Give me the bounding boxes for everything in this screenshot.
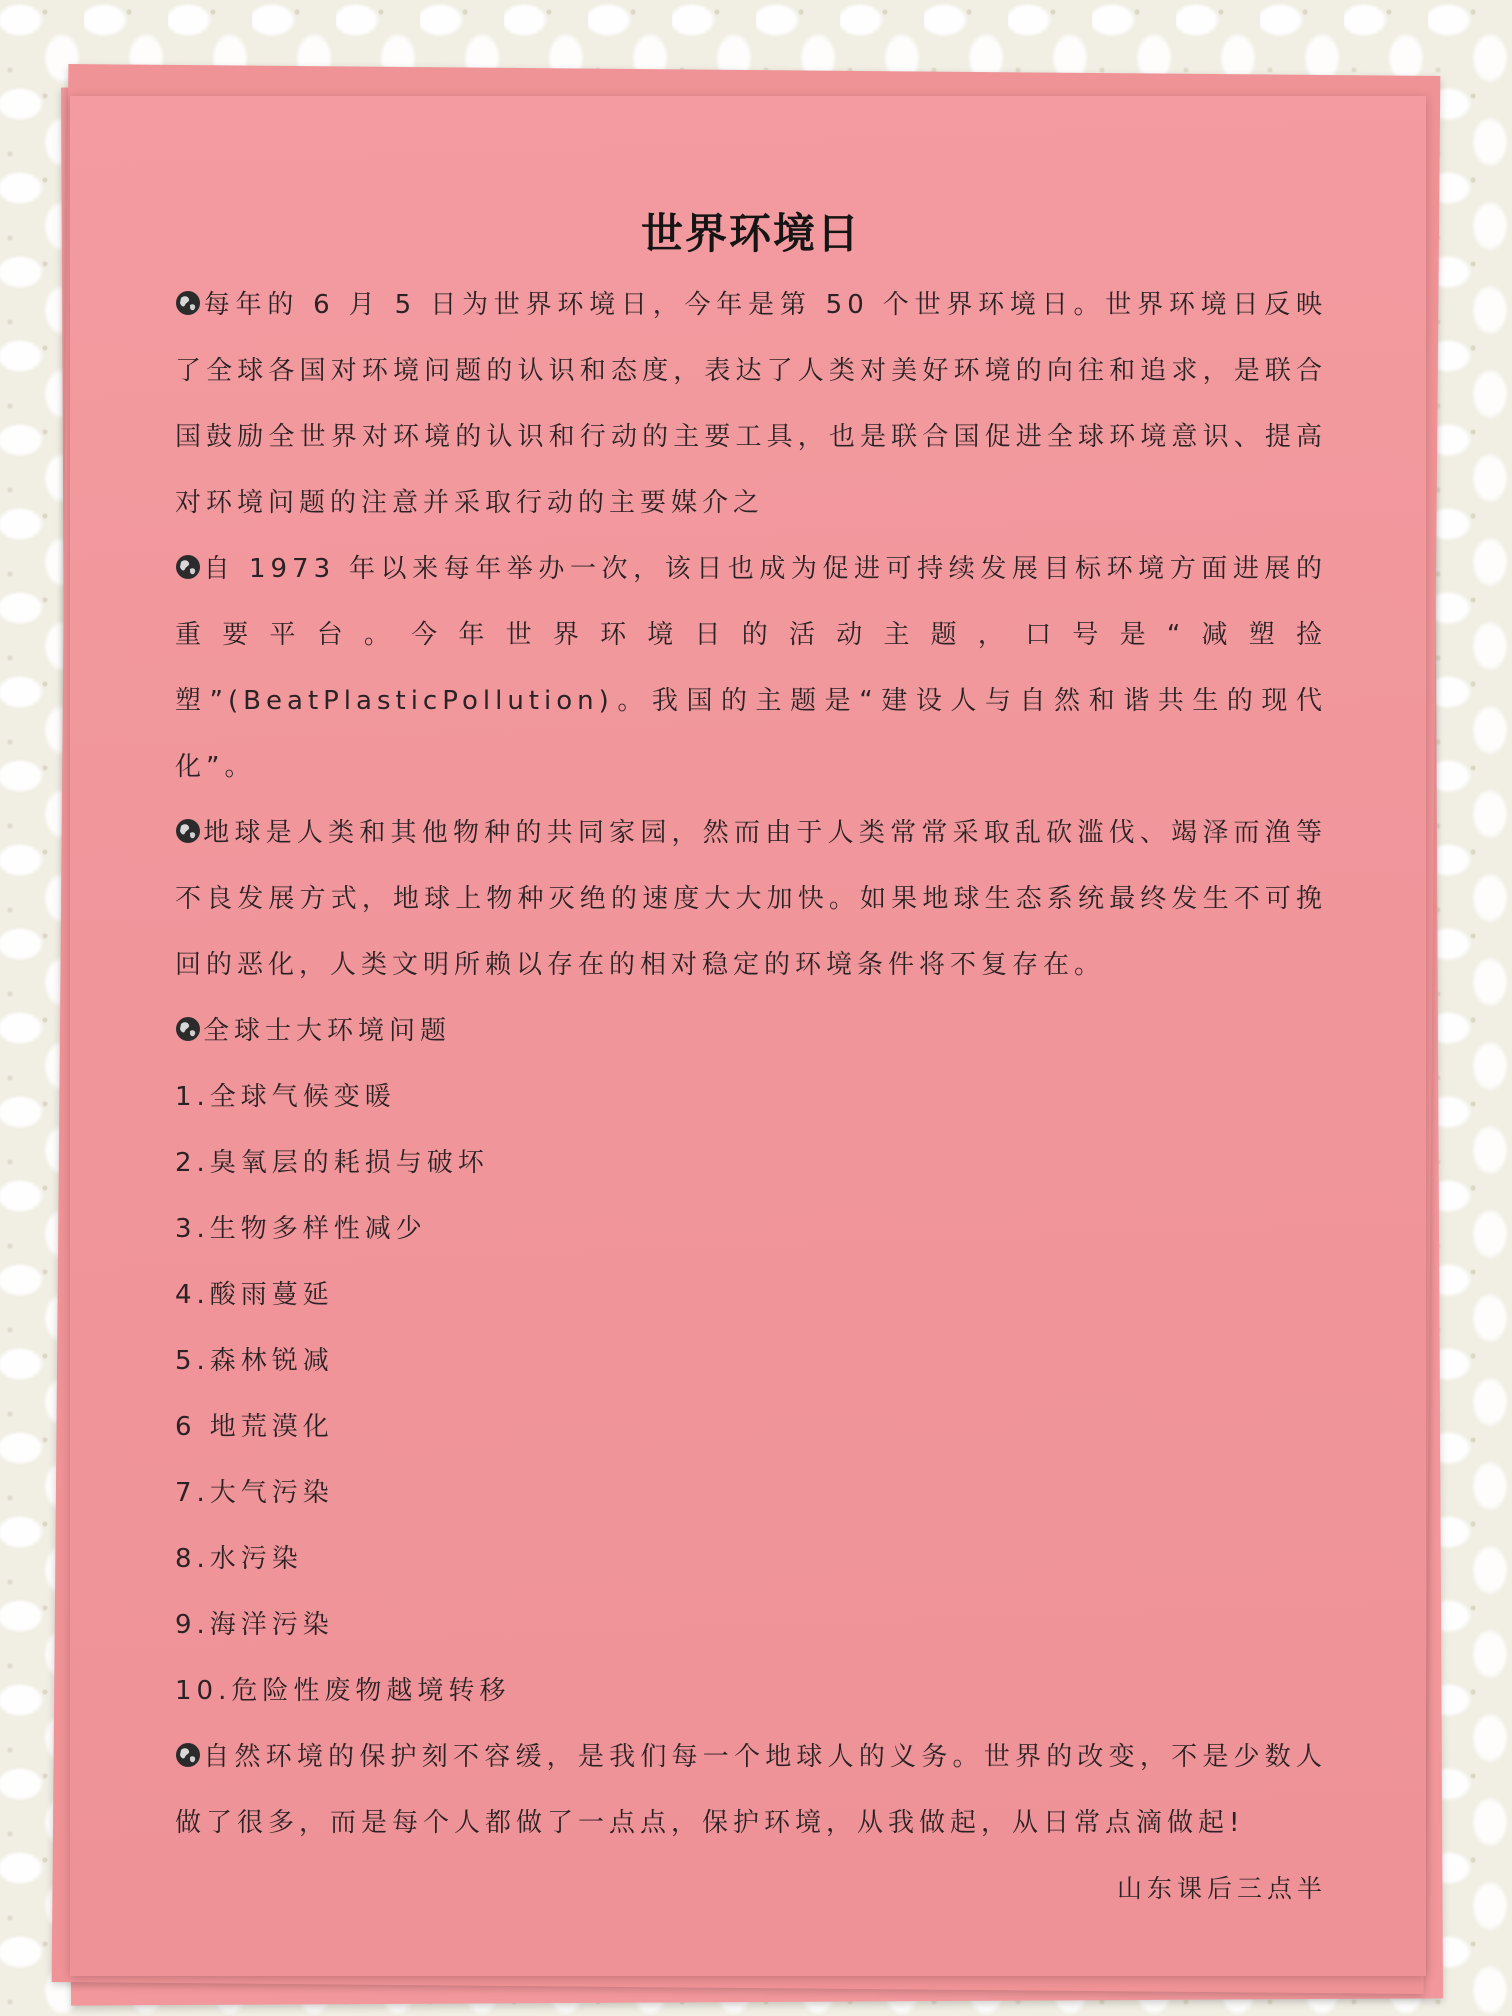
list-heading-text: 全球士大环境问题: [203, 1016, 452, 1046]
list-item: 3.生物多样性减少: [175, 1214, 427, 1244]
paragraph-1: [175, 272, 1327, 536]
list-item: 9.海洋污染: [175, 1610, 334, 1640]
paragraph-1-text: 每年的 6 月 5 日为世界环境日，今年是第 50 个世界环境日。世界环境日反映了全球各国对环境问题的认识和态度，表达了人类对美好环境的向往和追求，是联合国鼓励全世界对环境的认识和行动的主要工具，也是联合国促进全球环境意识、提高对环境问题的注意并采取行动的主要媒介之: [175, 290, 1327, 518]
list-item: 10.危险性废物越境转移: [175, 1676, 511, 1706]
signature: 山东课后三点半: [1116, 1874, 1327, 1903]
list-item: 2.臭氧层的耗损与破坏: [175, 1148, 489, 1178]
document-content: [175, 206, 1327, 1922]
globe-icon: [175, 818, 201, 844]
list-item: 4.酸雨蔓延: [175, 1280, 334, 1310]
paragraph-2-text: 自 1973 年以来每年举办一次，该日也成为促进可持续发展目标环境方面进展的重要平台。今年世界环境日的活动主题，口号是“减塑捡塑”(BeatPlasticPollution)。我国的主题是“建设人与自然和谐共生的现代化”。: [175, 554, 1327, 782]
globe-icon: [175, 290, 201, 316]
closing-paragraph-text: 自然环境的保护刻不容缓，是我们每一个地球人的义务。世界的改变，不是少数人做了很多，而是每个人都做了一点点，保护环境，从我做起，从日常点滴做起!: [175, 1742, 1327, 1838]
list-item: 8.水污染: [175, 1544, 303, 1574]
list-item: 7.大气污染: [175, 1478, 334, 1508]
globe-icon: [175, 1016, 201, 1042]
globe-icon: [175, 554, 201, 580]
paper-sheet: [70, 96, 1426, 1976]
globe-icon: [175, 1742, 201, 1768]
list-heading: [175, 998, 1327, 1064]
paragraph-2: [175, 536, 1327, 800]
list-item: 1.全球气候变暖: [175, 1082, 396, 1112]
page-title: 世界环境日: [640, 209, 861, 258]
paragraph-3-text: 地球是人类和其他物种的共同家园，然而由于人类常常采取乱砍滥伐、竭泽而渔等不良发展方式，地球上物种灭绝的速度大大加快。如果地球生态系统最终发生不可挽回的恶化，人类文明所赖以存在的相对稳定的环境条件将不复存在。: [175, 818, 1327, 980]
closing-paragraph: [175, 1724, 1327, 1856]
paragraph-3: [175, 800, 1327, 998]
list-item: 5.森林锐减: [175, 1346, 334, 1376]
environment-issue-list: [175, 1064, 1327, 1724]
list-item: 6 地荒漠化: [175, 1412, 334, 1442]
